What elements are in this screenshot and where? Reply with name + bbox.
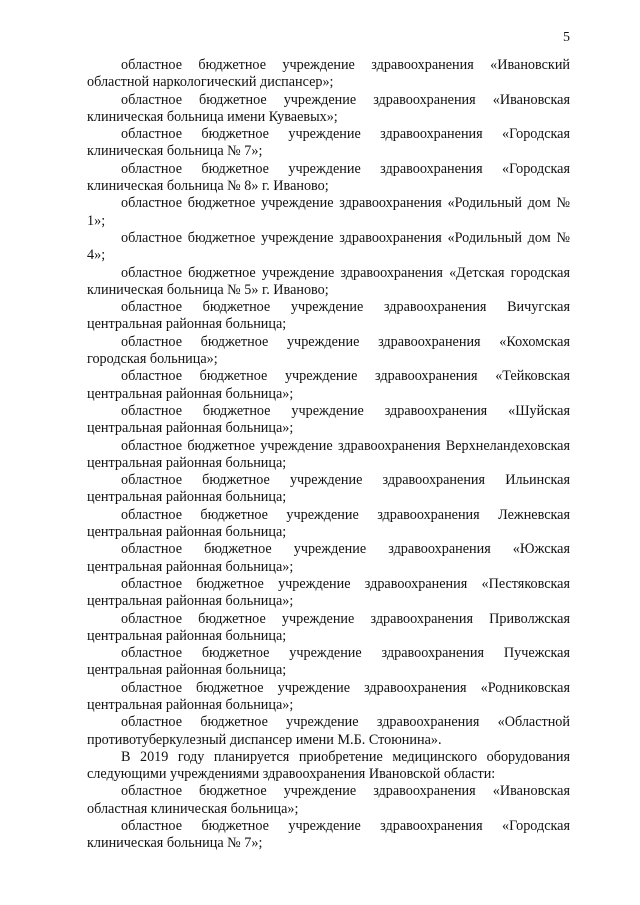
page-number: 5 (563, 30, 570, 45)
paragraph: областное бюджетное учреждение здравоохранения «Городская клиническая больница № 7»; (87, 818, 570, 852)
paragraph: областное бюджетное учреждение здравоохранения «Городская клиническая больница № 7»; (87, 126, 570, 160)
paragraph: областное бюджетное учреждение здравоохранения «Детская городская клиническая больница № 5» г. Иваново; (87, 264, 570, 298)
paragraph: областное бюджетное учреждение здравоохранения «Тейковская центральная районная больница»; (87, 368, 570, 402)
document-body (87, 57, 570, 853)
paragraph: областное бюджетное учреждение здравоохранения «Ивановская клиническая больница имени Куваевых»; (87, 91, 570, 125)
paragraph: областное бюджетное учреждение здравоохранения «Городская клиническая больница № 8» г. Иваново; (87, 160, 570, 195)
paragraph: областное бюджетное учреждение здравоохранения «Родильный дом № 4»; (87, 229, 570, 264)
paragraph: областное бюджетное учреждение здравоохранения «Областной противотуберкулезный диспансер имени М.Б. Стоюнина». (87, 714, 570, 748)
paragraph: областное бюджетное учреждение здравоохранения «Шуйская центральная районная больница»; (87, 402, 570, 437)
paragraph: областное бюджетное учреждение здравоохранения Верхнеландеховская центральная районная больница; (87, 437, 570, 471)
paragraph: областное бюджетное учреждение здравоохранения «Родниковская центральная районная больница»; (87, 679, 570, 713)
paragraph: областное бюджетное учреждение здравоохранения Лежневская центральная районная больница; (87, 506, 570, 541)
paragraph: В 2019 году планируется приобретение медицинского оборудования следующими учреждениями здравоохранения Ивановской области: (87, 748, 570, 783)
paragraph: областное бюджетное учреждение здравоохранения «Ивановская областная клиническая больница»; (87, 783, 570, 817)
paragraph: областное бюджетное учреждение здравоохранения «Ивановский областной наркологический диспансер»; (87, 57, 570, 91)
paragraph: областное бюджетное учреждение здравоохранения Вичугская центральная районная больница; (87, 299, 570, 333)
paragraph: областное бюджетное учреждение здравоохранения Приволжская центральная районная больница; (87, 610, 570, 644)
paragraph: областное бюджетное учреждение здравоохранения «Кохомская городская больница»; (87, 333, 570, 368)
paragraph: областное бюджетное учреждение здравоохранения «Южская центральная районная больница»; (87, 541, 570, 575)
paragraph: областное бюджетное учреждение здравоохранения «Родильный дом № 1»; (87, 195, 570, 229)
paragraph: областное бюджетное учреждение здравоохранения Ильинская центральная районная больница; (87, 472, 570, 506)
paragraph: областное бюджетное учреждение здравоохранения Пучежская центральная районная больница; (87, 645, 570, 679)
paragraph: областное бюджетное учреждение здравоохранения «Пестяковская центральная районная больница»; (87, 575, 570, 610)
